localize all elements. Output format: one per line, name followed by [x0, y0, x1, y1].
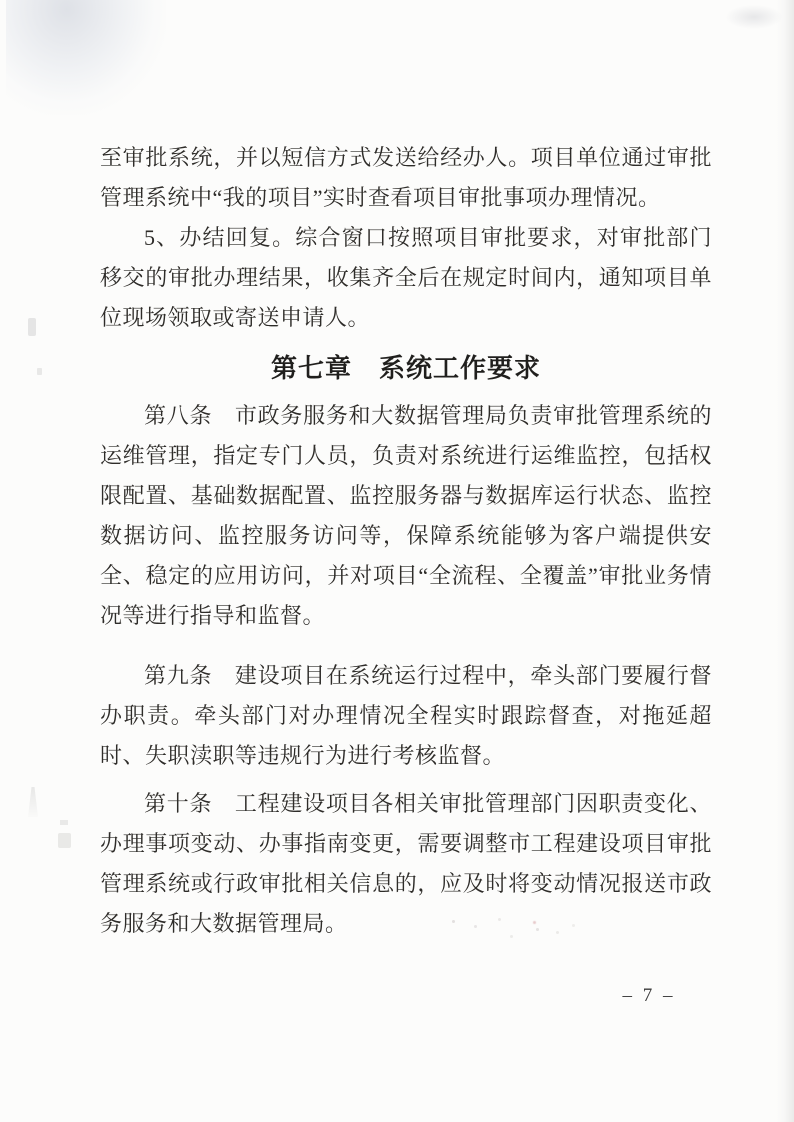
scan-artifact	[37, 368, 42, 375]
scan-edge-shading	[776, 0, 794, 1122]
paragraph-continuation: 至审批系统，并以短信方式发送给经办人。项目单位通过审批管理系统中“我的项目”实时查看项目审批事项办理情况。	[100, 145, 712, 210]
chapter-heading: 第七章 系统工作要求	[270, 353, 541, 383]
scan-artifact	[28, 318, 36, 336]
paragraph-step-5: 5、办结回复。综合窗口按照项目审批要求，对审批部门移交的审批办理结果，收集齐全后在规定时间内，通知项目单位现场领取或寄送申请人。	[100, 225, 712, 330]
scan-smudge-top-right	[726, 5, 782, 29]
page-number: – 7 –	[622, 985, 676, 1006]
paragraph-article-10: 第十条 工程建设项目各相关审批管理部门因职责变化、办理事项变动、办事指南变更，需要调整市工程建设项目审批管理系统或行政审批相关信息的，应及时将变动情况报送市政务服务和大数据管理局。	[100, 791, 712, 936]
document-body	[100, 138, 712, 944]
scan-corner-shadow	[6, 0, 166, 115]
scan-artifact	[58, 833, 71, 848]
scan-artifact	[28, 787, 38, 817]
paragraph-article-9: 第九条 建设项目在系统运行过程中，牵头部门要履行督办职责。牵头部门对办理情况全程实时跟踪督查，对拖延超时、失职渎职等违规行为进行考核监督。	[100, 663, 712, 768]
paragraph-article-8: 第八条 市政务服务和大数据管理局负责审批管理系统的运维管理，指定专门人员，负责对系统进行运维监控，包括权限配置、基础数据配置、监控服务器与数据库运行状态、监控数据访问、监控服务访问等，保障系统能够为客户端提供安全、稳定的应用访问，并对项目“全流程、全覆盖”审批业务情况等进行指导和监督。	[100, 403, 713, 628]
scan-artifact	[60, 820, 68, 825]
